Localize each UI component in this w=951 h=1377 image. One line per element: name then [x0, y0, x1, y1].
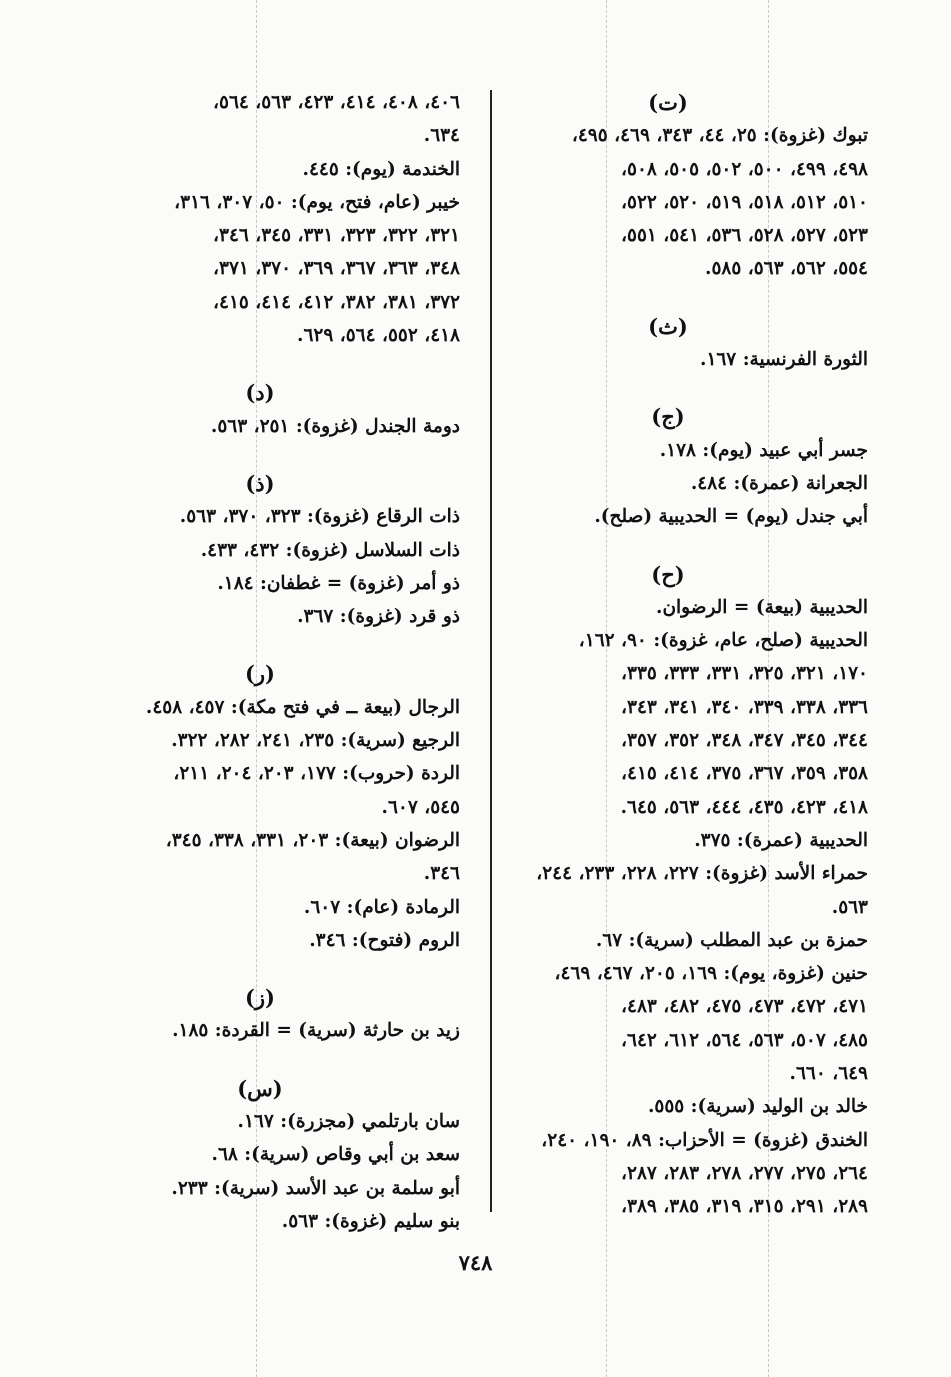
section-spacer	[60, 443, 460, 467]
index-entry-line: الرجال (بيعة ــ في فتح مكة): ٤٥٧، ٤٥٨.	[145, 696, 460, 718]
letter-heading: (ذ)	[245, 470, 275, 496]
index-column-left	[60, 86, 460, 1238]
index-entry-line: تبوك (غزوة): ٢٥، ٤٤، ٣٤٣، ٤٦٩، ٤٩٥،	[571, 125, 868, 147]
index-entry-line: أبي جندل (يوم) = الحديبية (صلح).	[594, 506, 868, 528]
index-entry-line: الروم (فتوح): ٣٤٦.	[309, 929, 460, 951]
column-divider	[490, 90, 492, 1212]
index-entry-line: الحديبية (عمرة): ٣٧٥.	[694, 829, 868, 851]
index-entry-line: ٢٨٩، ٢٩١، ٣١٥، ٣١٩، ٣٨٥، ٣٨٩،	[621, 1196, 868, 1218]
section-spacer	[60, 633, 460, 657]
index-entry-line: الجعرانة (عمرة): ٤٨٤.	[690, 472, 868, 494]
letter-heading: (س)	[237, 1075, 283, 1101]
index-entry-line: ١٧٠، ٣٢١، ٣٢٥، ٣٣١، ٣٣٣، ٣٣٥،	[621, 663, 868, 685]
index-entry-line: حمراء الأسد (غزوة): ٢٢٧، ٢٢٨، ٢٣٣، ٢٤٤،	[536, 863, 868, 885]
letter-heading: (ر)	[244, 661, 275, 687]
index-entry-line: الخندق (غزوة) = الأحزاب: ٨٩، ١٩٠، ٢٤٠،	[541, 1129, 868, 1151]
index-entry-line: خيبر (عام، فتح، يوم): ٥٠، ٣٠٧، ٣١٦،	[174, 191, 460, 213]
index-entry-line: الحديبية (صلح، عام، غزوة): ٩٠، ١٦٢،	[578, 630, 868, 652]
index-entry-line: ٣٤٤، ٣٤٥، ٣٤٧، ٣٤٨، ٣٥٢، ٣٥٧،	[621, 730, 868, 752]
index-entry-line: جسر أبي عبيد (يوم): ١٧٨.	[659, 439, 868, 461]
index-entry-line: الرضوان (بيعة): ٢٠٣، ٣٣١، ٣٣٨، ٣٤٥،	[165, 829, 460, 851]
index-entry-line: حمزة بن عبد المطلب (سرية): ٦٧.	[595, 929, 868, 951]
section-spacer	[60, 352, 460, 376]
index-entry-line: حنين (غزوة، يوم): ١٦٩، ٢٠٥، ٤٦٧، ٤٦٩،	[554, 963, 868, 985]
letter-heading: (ت)	[648, 90, 688, 115]
letter-heading: (ح)	[651, 561, 685, 587]
section-spacer	[468, 286, 868, 310]
index-entry-line: ٦٣٤.	[423, 125, 460, 147]
letter-heading: (ث)	[648, 313, 688, 339]
index-entry-line: ٤١٨، ٤٢٣، ٤٣٥، ٤٤٤، ٥٦٣، ٦٤٥.	[620, 796, 868, 818]
page-number: ٧٤٨	[458, 1250, 493, 1275]
section-spacer	[60, 957, 460, 981]
index-entry-line: الرمادة (عام): ٦٠٧.	[303, 896, 460, 918]
index-entry-line: ذو قرد (غزوة): ٣٦٧.	[297, 606, 460, 628]
index-entry-line: ٥٢٣، ٥٢٧، ٥٢٨، ٥٣٦، ٥٤١، ٥٥١،	[621, 225, 868, 247]
index-entry-line: سان بارتلمي (مجزرة): ١٦٧.	[237, 1111, 460, 1133]
index-entry-line: الحديبية (بيعة) = الرضوان.	[656, 596, 868, 618]
index-entry-line: ٣٤٨، ٣٦٣، ٣٦٧، ٣٦٩، ٣٧٠، ٣٧١،	[213, 258, 460, 280]
index-entry-line: دومة الجندل (غزوة): ٢٥١، ٥٦٣.	[210, 415, 460, 437]
section-spacer	[468, 534, 868, 558]
index-entry-line: ٥٥٤، ٥٦٢، ٥٦٣، ٥٨٥.	[705, 258, 868, 280]
index-entry-line: الثورة الفرنسية: ١٦٧.	[699, 349, 868, 371]
index-entry-line: ٣٢١، ٣٢٢، ٣٢٣، ٣٣١، ٣٤٥، ٣٤٦،	[213, 225, 460, 247]
index-entry-line: ٤٠٦، ٤٠٨، ٤١٤، ٤٢٣، ٥٦٣، ٥٦٤،	[213, 92, 460, 113]
index-entry-line: ٣٧٢، ٣٨١، ٣٨٢، ٤١٢، ٤١٤، ٤١٥،	[213, 291, 460, 313]
index-entry-line: بنو سليم (غزوة): ٥٦٣.	[281, 1210, 460, 1232]
index-entry-line: ٥١٠، ٥١٢، ٥١٨، ٥١٩، ٥٢٠، ٥٢٢،	[621, 191, 868, 213]
index-entry-line: ٥٤٥، ٦٠٧.	[381, 796, 460, 818]
letter-heading: (ز)	[244, 985, 275, 1011]
letter-heading: (د)	[245, 380, 275, 406]
section-spacer	[60, 1048, 460, 1072]
index-entry-line: أبو سلمة بن عبد الأسد (سرية): ٢٣٣.	[171, 1177, 460, 1199]
index-entry-line: ذات السلاسل (غزوة): ٤٣٢، ٤٣٣.	[200, 539, 460, 561]
index-entry-line: ٤٧١، ٤٧٢، ٤٧٣، ٤٧٥، ٤٨٢، ٤٨٣،	[621, 996, 868, 1018]
index-entry-line: ٢٦٤، ٢٧٥، ٢٧٧، ٢٧٨، ٢٨٣، ٢٨٧،	[621, 1162, 868, 1184]
index-entry-line: ٣٣٦، ٣٣٨، ٣٣٩، ٣٤٠، ٣٤١، ٣٤٣،	[621, 696, 868, 718]
index-entry-line: سعد بن أبي وقاص (سرية): ٦٨.	[211, 1144, 460, 1166]
index-column-right	[468, 86, 868, 1224]
index-entry-line: ٦٤٩، ٦٦٠.	[789, 1063, 868, 1085]
index-entry-line: ذو أمر (غزوة) = غطفان: ١٨٤.	[217, 572, 460, 594]
letter-heading: (ج)	[651, 404, 685, 430]
index-entry-line: ٤١٨، ٥٥٢، ٥٦٤، ٦٢٩.	[297, 325, 460, 347]
index-entry-line: ٥٦٣.	[831, 896, 868, 918]
index-entry-line: خالد بن الوليد (سرية): ٥٥٥.	[647, 1096, 868, 1118]
index-entry-line: الخندمة (يوم): ٤٤٥.	[302, 158, 460, 180]
index-entry-line: ٣٤٦.	[423, 863, 460, 885]
index-entry-line: الردة (حروب): ١٧٧، ٢٠٣، ٢٠٤، ٢١١،	[173, 763, 460, 785]
index-entry-line: الرجيع (سرية): ٢٣٥، ٢٤١، ٢٨٢، ٣٢٢.	[171, 730, 460, 752]
index-entry-line: زيد بن حارثة (سرية) = القردة: ١٨٥.	[172, 1020, 460, 1042]
index-entry-line: ٤٨٥، ٥٠٧، ٥٦٣، ٥٦٤، ٦١٢، ٦٤٢،	[621, 1029, 868, 1051]
index-entry-line: ٤٩٨، ٤٩٩، ٥٠٠، ٥٠٢، ٥٠٥، ٥٠٨،	[621, 158, 868, 180]
section-spacer	[468, 376, 868, 400]
index-entry-line: ذات الرقاع (غزوة): ٣٢٣، ٣٧٠، ٥٦٣.	[179, 506, 460, 528]
index-entry-line: ٣٥٨، ٣٥٩، ٣٦٧، ٣٧٥، ٤١٤، ٤١٥،	[621, 763, 868, 785]
